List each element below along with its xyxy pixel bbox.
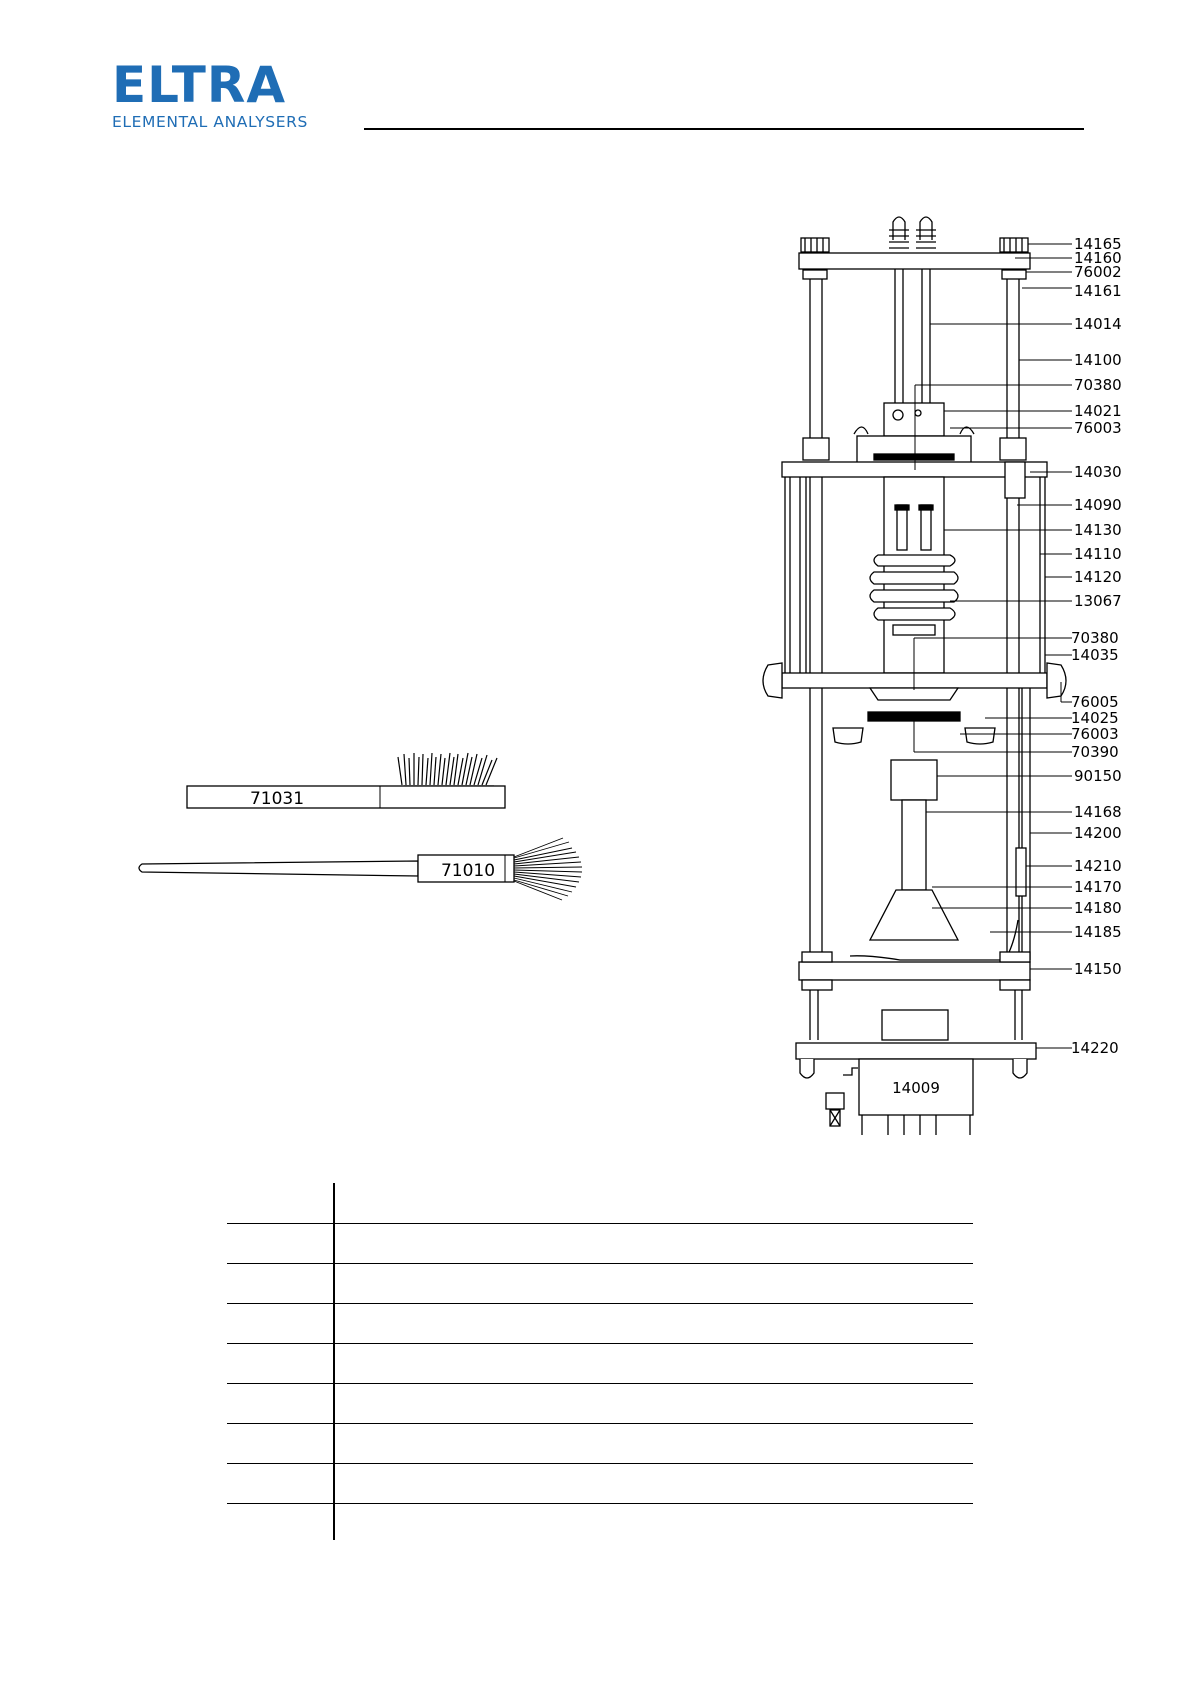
press-label: 14150 [1074,960,1122,978]
press-label: 14180 [1074,899,1122,917]
press-label: 90150 [1074,767,1122,785]
press-label: 70390 [1071,743,1119,761]
table-row [227,1463,973,1464]
press-label: 76003 [1074,419,1122,437]
press-label: 70380 [1074,376,1122,394]
press-label: 14170 [1074,878,1122,896]
logo-tagline: ELEMENTAL ANALYSERS [112,113,308,131]
press-label: 14160 [1074,249,1122,267]
round-brush-part-number: 71010 [440,861,496,881]
press-label: 14100 [1074,351,1122,369]
press-label: 13067 [1074,592,1122,610]
table-row [227,1223,973,1224]
table-row [227,1383,973,1384]
press-label: 14021 [1074,402,1122,420]
press-label: 14168 [1074,803,1122,821]
press-label: 14161 [1074,282,1122,300]
press-label: 14185 [1074,923,1122,941]
press-label: 76005 [1071,693,1119,711]
press-label: 76003 [1071,725,1119,743]
press-label: 70380 [1071,629,1119,647]
press-label: 14200 [1074,824,1122,842]
press-label: 76002 [1074,263,1122,281]
logo-brand: ELTRA [112,56,287,114]
table-row [227,1503,973,1504]
press-label: 14110 [1074,545,1122,563]
press-label: 14210 [1074,857,1122,875]
press-label: 14220 [1071,1039,1119,1057]
table-row [227,1263,973,1264]
flat-brush-part-number: 71031 [249,789,305,809]
press-label: 14090 [1074,496,1122,514]
parts-table [227,1183,973,1540]
press-label: 14165 [1074,235,1122,253]
press-label: 14014 [1074,315,1122,333]
table-row [227,1303,973,1304]
press-label: 14030 [1074,463,1122,481]
cylinder-label: 14009 [892,1079,940,1097]
press-label: 14025 [1071,709,1119,727]
press-label: 14035 [1071,646,1119,664]
table-column-divider [333,1183,335,1540]
press-label: 14130 [1074,521,1122,539]
table-row [227,1423,973,1424]
table-row [227,1343,973,1344]
press-label: 14120 [1074,568,1122,586]
